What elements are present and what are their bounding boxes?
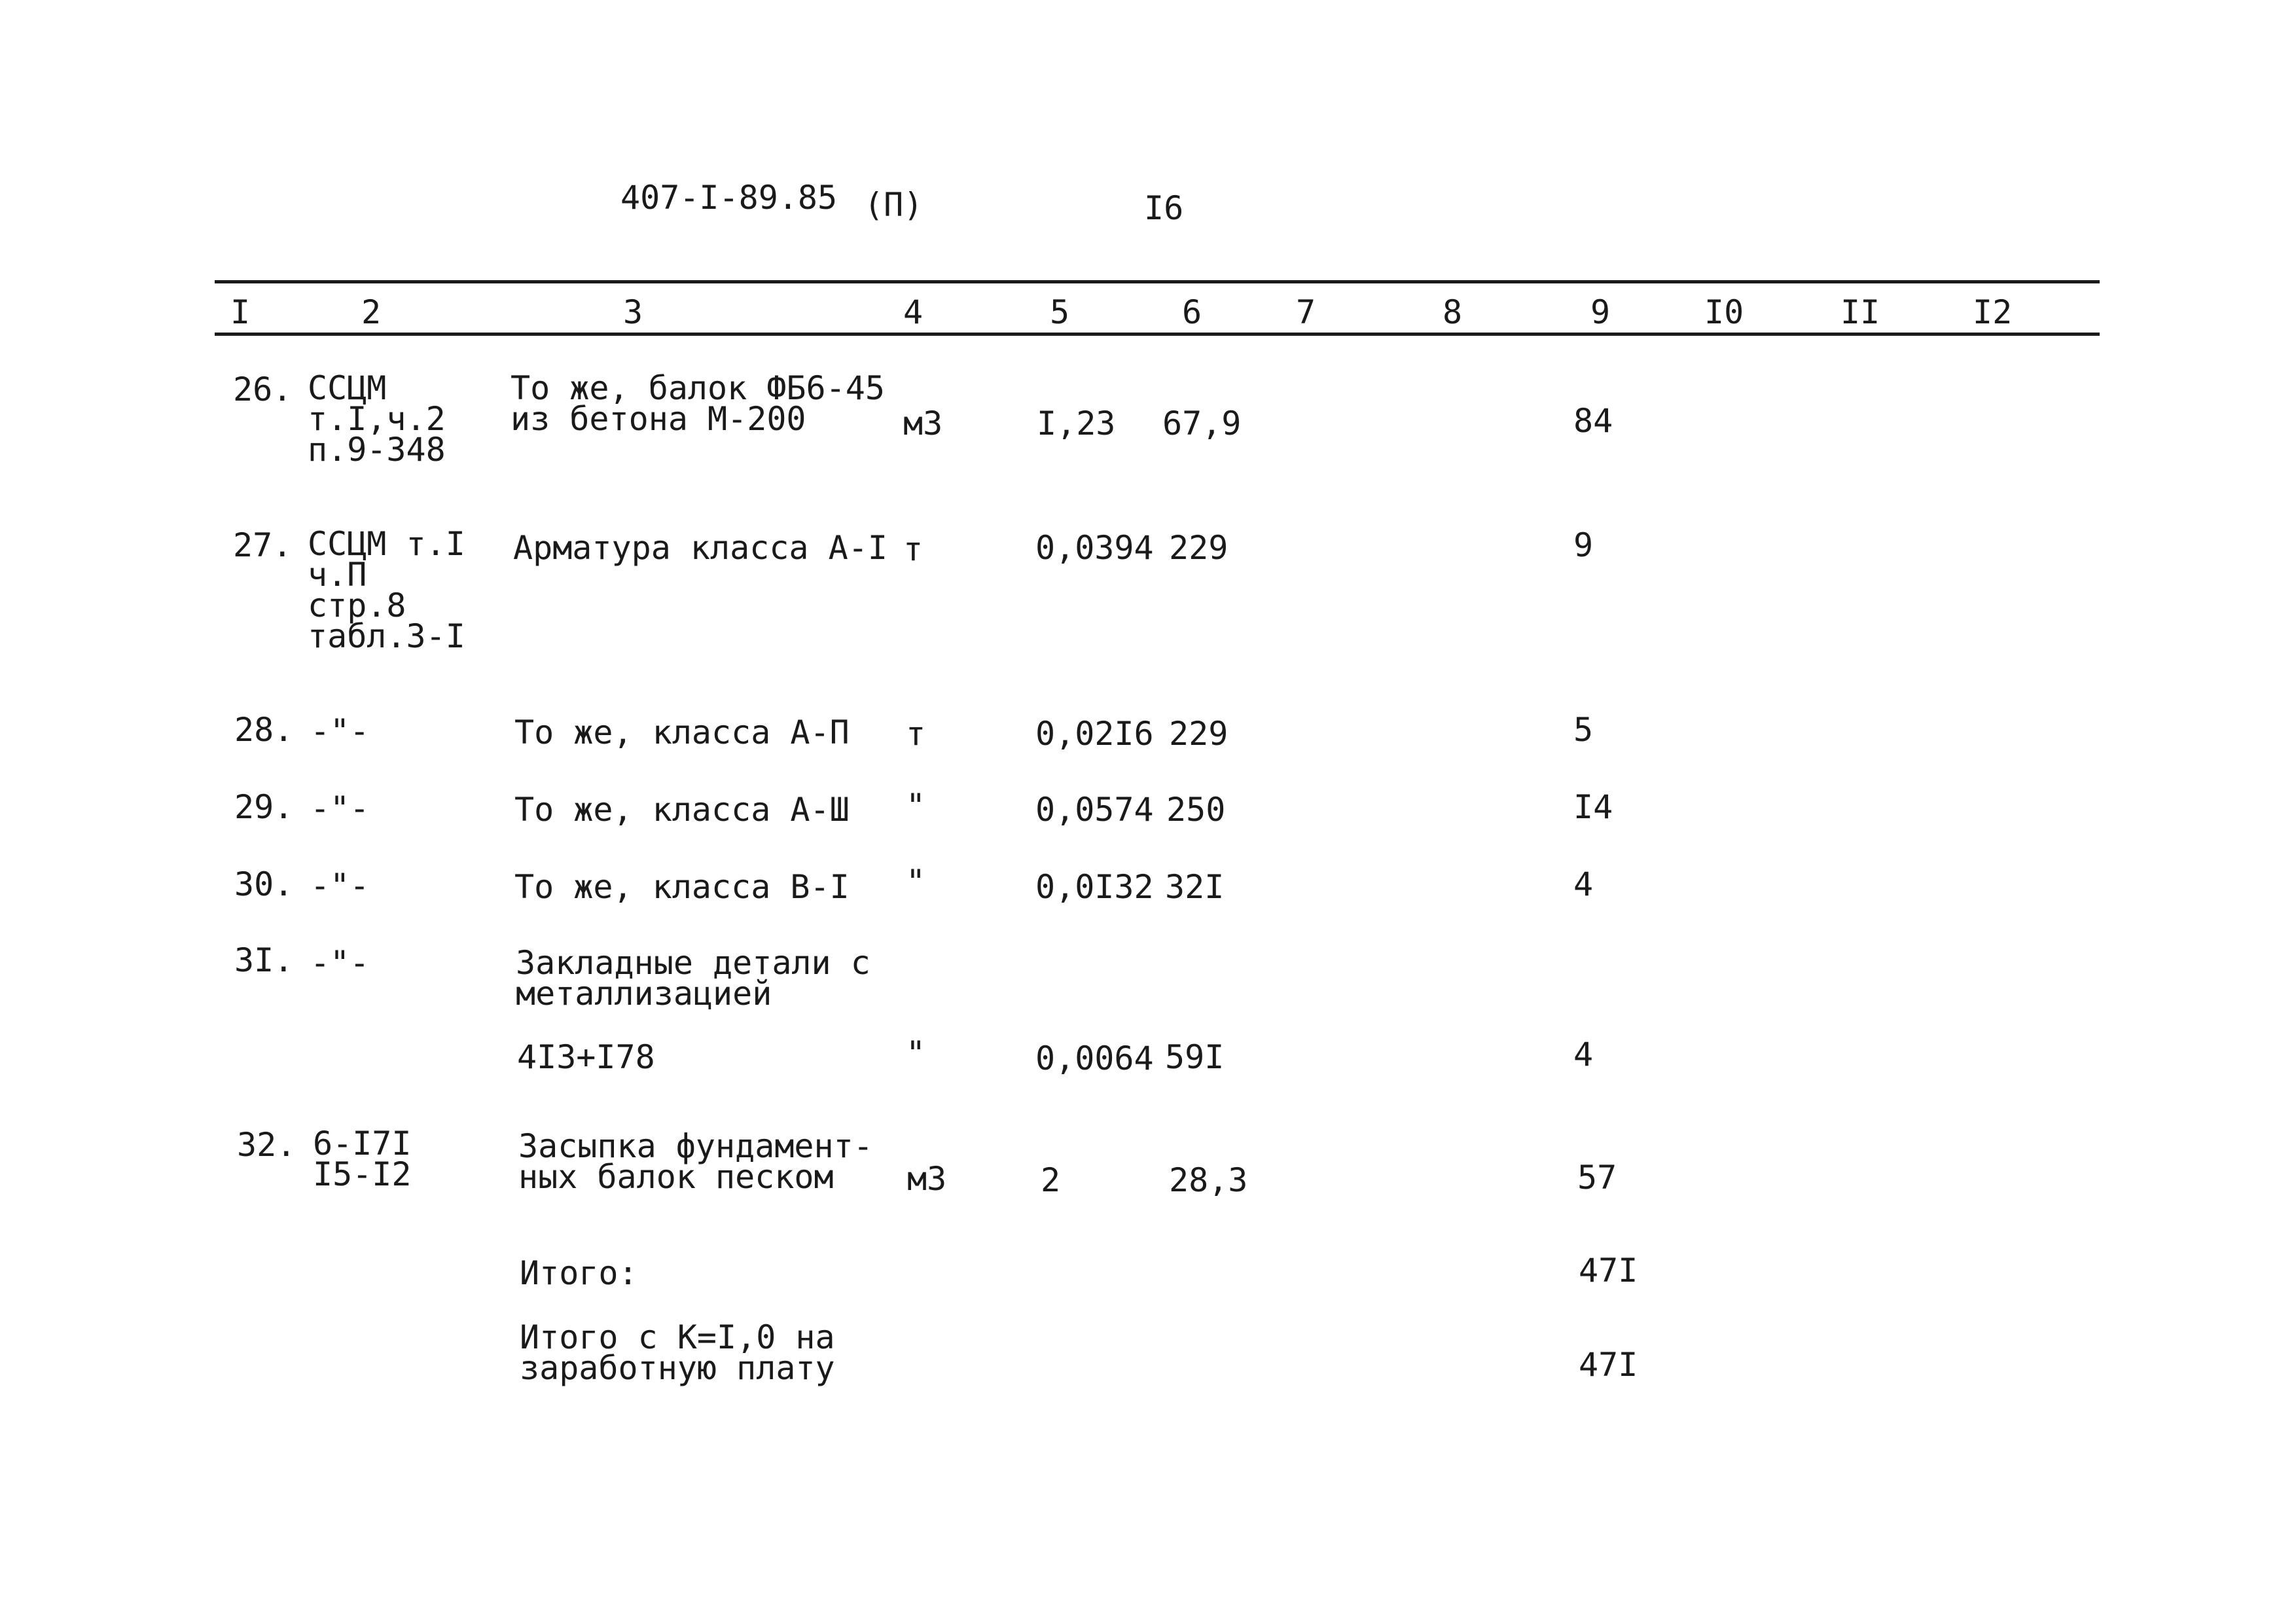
row-description: То же, класса А-Ш	[514, 791, 850, 829]
row-description: То же, класса В-I	[514, 868, 850, 906]
row-unit: м3	[903, 405, 943, 442]
row-price: 250	[1166, 791, 1226, 829]
row-quantity: 0,0I32	[1035, 868, 1154, 906]
row-total: 4	[1573, 865, 1594, 903]
row-reference: -"-	[310, 712, 370, 750]
row-unit: "	[906, 787, 926, 825]
row-number: 28.	[234, 711, 294, 749]
column-number: 8	[1443, 293, 1463, 331]
column-number: 6	[1182, 293, 1202, 331]
row-number: 27.	[233, 526, 293, 564]
row-quantity: 0,02I6	[1035, 715, 1154, 753]
row-description: То же, балок ФБ6-45 из бетона М-200	[511, 369, 885, 438]
row-number: 30.	[234, 865, 294, 903]
total-value: 47I	[1579, 1346, 1638, 1384]
row-description: 4I3+I78	[517, 1038, 655, 1076]
total-label: Итого с К=I,0 на заработную плату	[520, 1318, 835, 1387]
row-unit: "	[906, 1034, 926, 1072]
row-number: 32.	[237, 1126, 296, 1164]
row-total: 84	[1573, 402, 1613, 440]
row-price: 67,9	[1162, 405, 1242, 442]
row-unit: "	[906, 863, 926, 901]
row-reference: -"-	[310, 867, 370, 905]
row-number: 26.	[233, 370, 293, 408]
table-header-rule	[215, 333, 2100, 336]
row-description: То же, класса А-П	[514, 713, 850, 751]
row-reference: ССЦМ т.I ч.П стр.8 табл.3-I	[308, 525, 465, 655]
total-value: 47I	[1579, 1252, 1638, 1290]
row-price: 229	[1169, 529, 1229, 567]
row-quantity: 2	[1041, 1161, 1061, 1199]
row-description: Закладные детали с металлизацией	[516, 944, 870, 1013]
row-total: 5	[1573, 711, 1594, 749]
row-price: 59I	[1165, 1038, 1225, 1076]
row-price: 229	[1169, 715, 1229, 753]
row-quantity: 0,0394	[1035, 529, 1154, 567]
row-price: 32I	[1165, 868, 1225, 906]
row-number: 3I.	[234, 941, 294, 979]
column-number: 7	[1296, 293, 1316, 331]
row-description: Засыпка фундамент- ных балок песком	[518, 1127, 873, 1196]
page-number: I6	[1144, 189, 1184, 227]
column-number: II	[1840, 293, 1880, 331]
row-reference: ССЦМ т.I,ч.2 п.9-348	[308, 369, 446, 469]
column-number: I0	[1704, 293, 1744, 331]
row-total: 57	[1577, 1159, 1617, 1197]
column-number: 3	[623, 293, 643, 331]
column-number: 5	[1050, 293, 1070, 331]
row-reference: -"-	[310, 789, 370, 827]
row-total: 9	[1573, 526, 1594, 564]
column-number: 2	[361, 293, 382, 331]
row-reference: -"-	[310, 944, 370, 982]
row-unit: т	[906, 715, 926, 753]
row-quantity: I,23	[1037, 405, 1116, 442]
column-number: 4	[903, 293, 924, 331]
row-price: 28,3	[1169, 1161, 1248, 1199]
row-number: 29.	[234, 788, 294, 826]
column-number: I2	[1973, 293, 2013, 331]
column-number: 9	[1590, 293, 1611, 331]
document-code: 407-I-89.85	[620, 179, 838, 217]
table-top-rule	[215, 280, 2100, 283]
row-total: I4	[1573, 788, 1613, 826]
row-unit: т	[903, 530, 924, 568]
row-unit: м3	[907, 1160, 947, 1198]
column-number: I	[230, 293, 251, 331]
row-total: 4	[1573, 1036, 1594, 1074]
row-description: Арматура класса А-I	[513, 529, 888, 567]
row-reference: 6-I7I I5-I2	[313, 1125, 412, 1193]
total-label: Итого:	[520, 1254, 638, 1292]
document-part: (П)	[864, 186, 924, 224]
row-quantity: 0,0064	[1035, 1039, 1154, 1077]
row-quantity: 0,0574	[1035, 791, 1154, 829]
